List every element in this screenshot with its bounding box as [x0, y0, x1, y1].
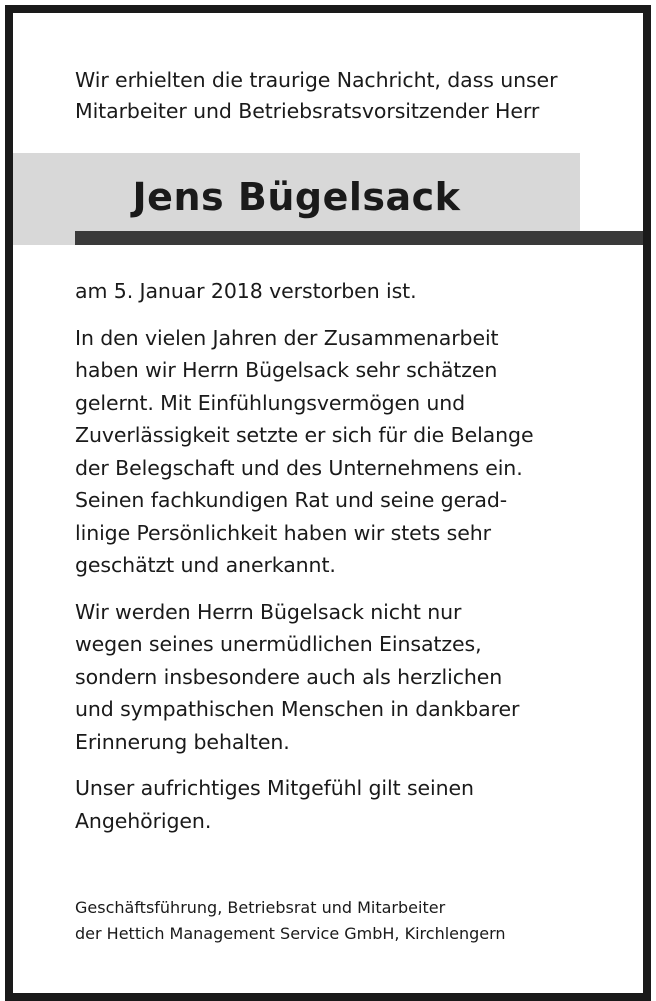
text-line: Angehörigen.	[75, 808, 212, 833]
name-underline-rule	[75, 231, 643, 245]
text-line: Erinnerung behalten.	[75, 729, 290, 754]
text-line: und sympathischen Menschen in dankbarer	[75, 697, 520, 721]
text-line: haben wir Herrn Bügelsack sehr schätzen	[75, 358, 498, 382]
intro-text	[75, 65, 625, 127]
paragraph-tribute	[75, 322, 630, 582]
text-line: linige Persönlichkeit haben wir stets sehr	[75, 520, 491, 545]
text-line: Seinen fachkundigen Rat und seine gerad-	[75, 488, 508, 512]
text-line: am 5. Januar 2018 verstorben ist.	[75, 279, 417, 303]
text-line: sondern insbesondere auch als herzlichen	[75, 664, 503, 689]
text-line: geschätzt und anerkannt.	[75, 553, 336, 577]
signature-block	[75, 895, 630, 947]
text-line: der Belegschaft und des Unternehmens ein.	[75, 455, 523, 480]
notice-body	[75, 275, 630, 851]
text-line: Wir werden Herrn Bügelsack nicht nur	[75, 599, 462, 624]
obituary-notice	[5, 5, 651, 1001]
paragraph-remembrance	[75, 596, 630, 759]
paragraph-death-date	[75, 275, 630, 308]
signature-line: Geschäftsführung, Betriebsrat und Mitarbeiter	[75, 898, 446, 917]
text-line: In den vielen Jahren der Zusammenarbeit	[75, 325, 499, 350]
text-line: gelernt. Mit Einfühlungsvermögen und	[75, 390, 466, 415]
text-line: Zuverlässigkeit setzte er sich für die Belange	[75, 423, 534, 447]
deceased-name: Jens Bügelsack	[132, 175, 461, 219]
paragraph-condolence	[75, 772, 630, 837]
text-line: Unser aufrichtiges Mitgefühl gilt seinen	[75, 776, 474, 800]
text-line: wegen seines unermüdlichen Einsatzes,	[75, 632, 482, 656]
intro-line: Mitarbeiter und Betriebsratsvorsitzender Herr	[75, 99, 540, 123]
signature-line: der Hettich Management Service GmbH, Kirchlengern	[75, 924, 506, 943]
intro-line: Wir erhielten die traurige Nachricht, dass unser	[75, 68, 558, 92]
